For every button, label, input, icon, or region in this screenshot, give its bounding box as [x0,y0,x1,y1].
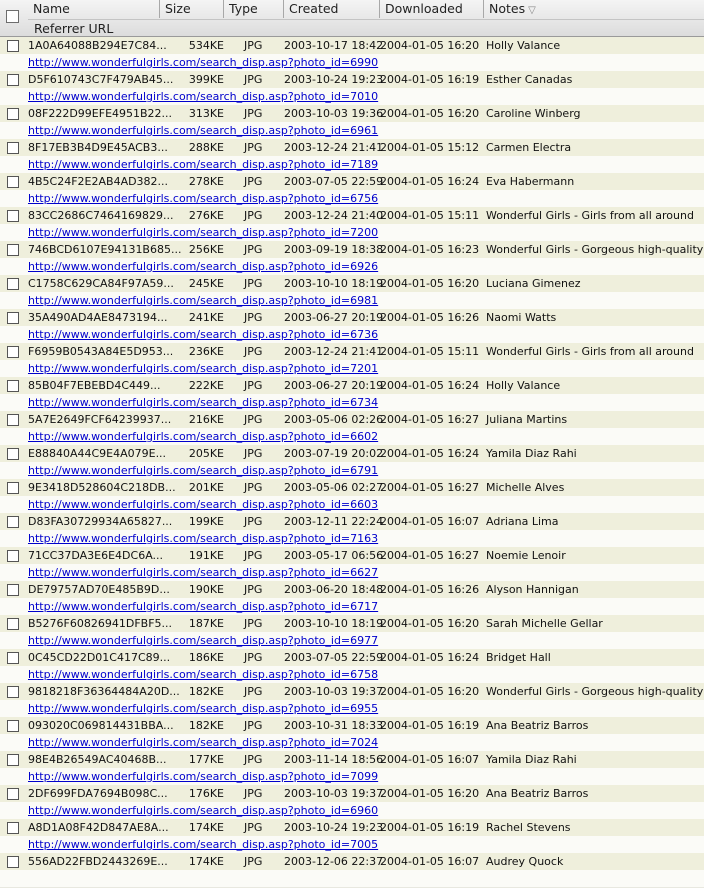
column-header-referrer-url[interactable]: Referrer URL [28,19,704,37]
row-checkbox[interactable] [7,822,19,834]
row-checkbox[interactable] [7,856,19,868]
notes-text: Yamila Diaz Rahi [486,447,577,460]
file-size: 182KE [188,719,224,732]
file-type: JPG [244,447,263,460]
referrer-row [0,394,704,412]
file-size: 245KE [188,277,224,290]
file-size: 222KE [188,379,224,392]
notes-text: Adriana Lima [486,515,559,528]
created-date: 2003-10-17 18:42 [284,39,384,52]
file-name: 2DF699FDA7694B098C... [28,787,168,800]
row-checkbox[interactable] [7,584,19,596]
file-row[interactable] [0,649,704,666]
file-type: JPG [244,481,263,494]
created-date: 2003-05-17 06:56 [284,549,384,562]
file-size: 190KE [188,583,224,596]
table-row[interactable] [0,785,704,819]
created-date: 2003-07-05 22:59 [284,651,384,664]
file-row[interactable] [0,377,704,394]
file-type: JPG [244,685,263,698]
file-size: 288KE [188,141,224,154]
column-header [0,0,704,37]
file-type: JPG [244,413,263,426]
referrer-row [0,598,704,616]
downloaded-date: 2004-01-05 16:20 [380,39,480,52]
referrer-row [0,462,704,480]
file-type: JPG [244,821,263,834]
referrer-row [0,224,704,242]
file-type: JPG [244,277,263,290]
file-name: 0C45CD22D01C417C89... [28,651,171,664]
file-row[interactable] [0,71,704,88]
referrer-url-link[interactable]: http://www.wonderfulgirls.com/search_disp.asp?photo_id=6736 [28,328,379,341]
created-date: 2003-10-24 19:23 [284,821,384,834]
file-name: D5F610743C7F479AB45... [28,73,174,86]
notes-text: Wonderful Girls - Girls from all around [486,209,694,222]
referrer-url-link[interactable]: http://www.wonderfulgirls.com/search_disp.asp?photo_id=6990 [28,56,379,69]
file-type: JPG [244,311,263,324]
table-row[interactable] [0,547,704,581]
file-type: JPG [244,243,263,256]
downloaded-date: 2004-01-05 16:26 [380,583,480,596]
referrer-url-link[interactable]: http://www.wonderfulgirls.com/search_disp.asp?photo_id=7189 [28,158,379,171]
notes-text: Wonderful Girls - Gorgeous high-quality [486,685,704,698]
downloaded-date: 2004-01-05 16:20 [380,107,480,120]
created-date: 2003-10-10 18:19 [284,617,384,630]
table-row[interactable] [0,377,704,411]
downloaded-date: 2004-01-05 15:11 [380,345,480,358]
column-header-downloaded[interactable]: Downloaded [380,0,484,18]
file-type: JPG [244,175,263,188]
file-size: 201KE [188,481,224,494]
downloaded-date: 2004-01-05 16:24 [380,651,480,664]
created-date: 2003-10-31 18:33 [284,719,384,732]
file-row[interactable] [0,581,704,598]
file-row[interactable] [0,105,704,122]
downloaded-date: 2004-01-05 16:27 [380,413,480,426]
created-date: 2003-12-24 21:40 [284,209,384,222]
row-checkbox[interactable] [7,176,19,188]
file-row[interactable] [0,751,704,768]
file-row[interactable] [0,139,704,156]
file-size: 399KE [188,73,224,86]
referrer-row [0,802,704,820]
created-date: 2003-05-06 02:26 [284,413,384,426]
file-type: JPG [244,379,263,392]
file-type: JPG [244,107,263,120]
column-header-type[interactable]: Type [224,0,284,18]
file-row[interactable] [0,479,704,496]
file-name: 5A7E2649FCF64239937... [28,413,172,426]
downloaded-date: 2004-01-05 16:20 [380,787,480,800]
notes-text: Michelle Alves [486,481,565,494]
row-checkbox[interactable] [7,244,19,256]
row-checkbox[interactable] [7,652,19,664]
notes-text: Eva Habermann [486,175,575,188]
referrer-url-link[interactable]: http://www.wonderfulgirls.com/search_disp.asp?photo_id=6734 [28,396,379,409]
file-row[interactable] [0,853,704,870]
column-header-created[interactable]: Created [284,0,380,18]
file-row[interactable] [0,513,704,530]
downloaded-date: 2004-01-05 16:27 [380,481,480,494]
referrer-url-link[interactable]: http://www.wonderfulgirls.com/search_disp.asp?photo_id=6926 [28,260,379,273]
table-row[interactable] [0,139,704,173]
file-name: 9818218F36364484A20D... [28,685,180,698]
downloaded-date: 2004-01-05 16:19 [380,719,480,732]
file-name: 8F17EB3B4D9E45ACB3... [28,141,168,154]
notes-text: Ana Beatriz Barros [486,787,589,800]
downloaded-date: 2004-01-05 16:20 [380,277,480,290]
referrer-row [0,700,704,718]
row-checkbox[interactable] [7,40,19,52]
row-checkbox[interactable] [7,448,19,460]
file-size: 187KE [188,617,224,630]
referrer-url-link[interactable]: http://www.wonderfulgirls.com/search_disp.asp?photo_id=6977 [28,634,379,647]
table-row[interactable] [0,71,704,105]
notes-text: Wonderful Girls - Gorgeous high-quality [486,243,704,256]
referrer-row [0,836,704,854]
file-row[interactable] [0,309,704,326]
row-checkbox[interactable] [7,346,19,358]
file-type: JPG [244,549,263,562]
table-row[interactable] [0,479,704,513]
referrer-url-link[interactable]: http://www.wonderfulgirls.com/search_disp.asp?photo_id=7005 [28,838,379,851]
file-name: DE79757AD70E485B9D... [28,583,170,596]
table-row[interactable] [0,683,704,717]
notes-text: Audrey Quock [486,855,564,868]
notes-text: Rachel Stevens [486,821,571,834]
table-row[interactable] [0,241,704,275]
file-type: JPG [244,73,263,86]
file-type: JPG [244,345,263,358]
created-date: 2003-12-24 21:41 [284,141,384,154]
referrer-row [0,156,704,174]
referrer-row [0,292,704,310]
file-size: 177KE [188,753,224,766]
table-row[interactable] [0,853,704,887]
row-checkbox[interactable] [7,210,19,222]
row-checkbox[interactable] [7,278,19,290]
downloaded-date: 2004-01-05 16:27 [380,549,480,562]
file-name: F6959B0543A84E5D953... [28,345,174,358]
referrer-row [0,768,704,786]
file-size: 176KE [188,787,224,800]
row-checkbox[interactable] [7,312,19,324]
row-checkbox[interactable] [7,754,19,766]
file-type: JPG [244,651,263,664]
referrer-url-link[interactable]: http://www.wonderfulgirls.com/search_disp.asp?photo_id=7200 [28,226,379,239]
notes-text: Carmen Electra [486,141,572,154]
created-date: 2003-06-27 20:19 [284,379,384,392]
downloaded-date: 2004-01-05 16:19 [380,73,480,86]
file-name: 093020C069814431BBA... [28,719,174,732]
file-name: 1A0A64088B294E7C84... [28,39,167,52]
referrer-row [0,428,704,446]
downloaded-date: 2004-01-05 16:20 [380,617,480,630]
row-checkbox[interactable] [7,788,19,800]
table-row[interactable] [0,819,704,853]
notes-text: Alyson Hannigan [486,583,579,596]
notes-text: Luciana Gimenez [486,277,581,290]
file-type: JPG [244,753,263,766]
referrer-url-link[interactable]: http://www.wonderfulgirls.com/search_disp.asp?photo_id=6960 [28,804,379,817]
row-checkbox[interactable] [7,550,19,562]
referrer-row [0,326,704,344]
table-row[interactable] [0,615,704,649]
referrer-row [0,258,704,276]
row-checkbox[interactable] [7,482,19,494]
downloaded-date: 2004-01-05 16:20 [380,685,480,698]
file-name: 35A490AD4AE8473194... [28,311,168,324]
referrer-url-link[interactable]: http://www.wonderfulgirls.com/search_disp.asp?photo_id=6603 [28,498,379,511]
notes-text: Ana Beatriz Barros [486,719,589,732]
table-row[interactable] [0,309,704,343]
file-row[interactable] [0,411,704,428]
file-size: 236KE [188,345,224,358]
table-row[interactable] [0,105,704,139]
table-row[interactable] [0,513,704,547]
file-name: E88840A44C9E4A079E... [28,447,167,460]
referrer-url-link[interactable]: http://www.wonderfulgirls.com/search_disp.asp?photo_id=6756 [28,192,379,205]
created-date: 2003-10-03 19:37 [284,787,384,800]
created-date: 2003-07-19 20:02 [284,447,384,460]
column-header-name[interactable]: Name [28,0,160,18]
downloaded-date: 2004-01-05 16:23 [380,243,480,256]
downloaded-date: 2004-01-05 16:24 [380,379,480,392]
file-type: JPG [244,141,263,154]
created-date: 2003-10-03 19:36 [284,107,384,120]
notes-text: Bridget Hall [486,651,551,664]
referrer-row [0,360,704,378]
downloaded-date: 2004-01-05 16:24 [380,175,480,188]
referrer-row [0,54,704,72]
file-name: 98E4B26549AC40468B... [28,753,167,766]
created-date: 2003-06-27 20:19 [284,311,384,324]
file-row[interactable] [0,37,704,54]
file-row[interactable] [0,615,704,632]
referrer-url-link[interactable]: http://www.wonderfulgirls.com/search_disp.asp?photo_id=6717 [28,600,379,613]
file-size: 534KE [188,39,224,52]
file-size: 205KE [188,447,224,460]
file-type: JPG [244,209,263,222]
file-size: 199KE [188,515,224,528]
file-name: 08F222D99EFE4951B22... [28,107,173,120]
file-row[interactable] [0,173,704,190]
file-list [0,37,704,887]
notes-text: Sarah Michelle Gellar [486,617,603,630]
referrer-url-link[interactable]: http://www.wonderfulgirls.com/search_disp.asp?photo_id=6955 [28,702,379,715]
file-size: 276KE [188,209,224,222]
referrer-url-link[interactable]: http://www.wonderfulgirls.com/search_disp.asp?photo_id=7024 [28,736,379,749]
file-row[interactable] [0,275,704,292]
created-date: 2003-10-10 18:19 [284,277,384,290]
file-size: 191KE [188,549,224,562]
downloaded-date: 2004-01-05 15:12 [380,141,480,154]
created-date: 2003-09-19 18:38 [284,243,384,256]
column-header-notes[interactable]: Notes ▽ [489,1,536,16]
referrer-url-link[interactable]: http://www.wonderfulgirls.com/search_disp.asp?photo_id=7099 [28,770,379,783]
table-row[interactable] [0,173,704,207]
file-size: 313KE [188,107,224,120]
created-date: 2003-11-14 18:56 [284,753,384,766]
downloaded-date: 2004-01-05 16:24 [380,447,480,460]
referrer-url-link[interactable]: http://www.wonderfulgirls.com/search_disp.asp?photo_id=7201 [28,362,379,375]
notes-text: Naomi Watts [486,311,557,324]
file-name: A8D1A08F42D847AE8A... [28,821,169,834]
row-checkbox[interactable] [7,618,19,630]
file-row[interactable] [0,241,704,258]
referrer-url-link[interactable] [28,870,628,887]
notes-text: Holly Valance [486,39,561,52]
file-row[interactable] [0,785,704,802]
referrer-row [0,564,704,582]
table-row[interactable] [0,207,704,241]
referrer-row [0,530,704,548]
file-size: 256KE [188,243,224,256]
table-row[interactable] [0,751,704,785]
created-date: 2003-10-03 19:37 [284,685,384,698]
notes-text: Esther Canadas [486,73,573,86]
referrer-row [0,632,704,650]
referrer-url-link[interactable]: http://www.wonderfulgirls.com/search_disp.asp?photo_id=6602 [28,430,379,443]
file-name: 83CC2686C7464169829... [28,209,174,222]
referrer-row [0,122,704,140]
row-checkbox[interactable] [7,142,19,154]
file-name: C1758C629CA84F97A59... [28,277,174,290]
select-all-checkbox[interactable] [6,10,19,23]
created-date: 2003-12-24 21:41 [284,345,384,358]
notes-text: Holly Valance [486,379,561,392]
file-type: JPG [244,515,263,528]
referrer-url-link[interactable]: http://www.wonderfulgirls.com/search_disp.asp?photo_id=6981 [28,294,379,307]
row-checkbox[interactable] [7,380,19,392]
downloaded-date: 2004-01-05 16:07 [380,515,480,528]
row-checkbox[interactable] [7,74,19,86]
file-type: JPG [244,617,263,630]
row-checkbox[interactable] [7,720,19,732]
file-size: 216KE [188,413,224,426]
referrer-url-link[interactable]: http://www.wonderfulgirls.com/search_disp.asp?photo_id=7163 [28,532,379,545]
file-type: JPG [244,719,263,732]
downloaded-date: 2004-01-05 16:19 [380,821,480,834]
table-row[interactable] [0,275,704,309]
notes-text: Juliana Martins [486,413,568,426]
referrer-row [0,734,704,752]
referrer-row [0,190,704,208]
file-row[interactable] [0,343,704,360]
referrer-row [0,666,704,684]
created-date: 2003-10-24 19:23 [284,73,384,86]
file-type: JPG [244,39,263,52]
notes-text: Noemie Lenoir [486,549,566,562]
created-date: 2003-07-05 22:59 [284,175,384,188]
table-row[interactable] [0,37,704,71]
file-type: JPG [244,583,263,596]
table-row[interactable] [0,649,704,683]
notes-text: Caroline Winberg [486,107,581,120]
table-row[interactable] [0,717,704,751]
downloaded-date: 2004-01-05 16:26 [380,311,480,324]
downloaded-date: 2004-01-05 15:11 [380,209,480,222]
referrer-url-link[interactable]: http://www.wonderfulgirls.com/search_disp.asp?photo_id=6627 [28,566,379,579]
file-row[interactable] [0,717,704,734]
created-date: 2003-12-06 22:37 [284,855,384,868]
referrer-url-link[interactable]: http://www.wonderfulgirls.com/search_disp.asp?photo_id=6791 [28,464,379,477]
file-size: 182KE [188,685,224,698]
row-checkbox[interactable] [7,516,19,528]
table-row[interactable] [0,411,704,445]
referrer-url-link[interactable]: http://www.wonderfulgirls.com/search_disp.asp?photo_id=6758 [28,668,379,681]
file-name: 9E3418D528604C218DB... [28,481,176,494]
notes-text: Yamila Diaz Rahi [486,753,577,766]
file-name: 746BCD6107E94131B685... [28,243,182,256]
column-header-size[interactable]: Size [160,0,224,18]
file-name: B5276F60826941DFBF5... [28,617,173,630]
created-date: 2003-05-06 02:27 [284,481,384,494]
created-date: 2003-06-20 18:48 [284,583,384,596]
file-size: 278KE [188,175,224,188]
file-size: 174KE [188,855,224,868]
file-name: 556AD22FBD2443269E... [28,855,168,868]
referrer-row [0,88,704,106]
file-row[interactable] [0,683,704,700]
file-row[interactable] [0,207,704,224]
file-type: JPG [244,787,263,800]
file-size: 186KE [188,651,224,664]
file-row[interactable] [0,445,704,462]
referrer-url-link[interactable]: http://www.wonderfulgirls.com/search_disp.asp?photo_id=7010 [28,90,379,103]
row-checkbox[interactable] [7,108,19,120]
row-checkbox[interactable] [7,414,19,426]
file-type: JPG [244,855,263,868]
downloaded-date: 2004-01-05 16:07 [380,753,480,766]
file-name: 71CC37DA3E6E4DC6A... [28,549,164,562]
table-row[interactable] [0,445,704,479]
row-checkbox[interactable] [7,686,19,698]
file-name: D83FA30729934A65827... [28,515,173,528]
file-row[interactable] [0,547,704,564]
created-date: 2003-12-11 22:24 [284,515,384,528]
file-row[interactable] [0,819,704,836]
sort-descending-icon: ▽ [528,5,536,16]
referrer-row [0,870,704,888]
file-size: 241KE [188,311,224,324]
file-name: 85B04F7EBEBD4C449... [28,379,161,392]
file-name: 4B5C24F2E2AB4AD382... [28,175,169,188]
referrer-row [0,496,704,514]
table-row[interactable] [0,343,704,377]
notes-text: Wonderful Girls - Girls from all around [486,345,694,358]
downloaded-date: 2004-01-05 16:07 [380,855,480,868]
file-size: 174KE [188,821,224,834]
referrer-url-link[interactable]: http://www.wonderfulgirls.com/search_disp.asp?photo_id=6961 [28,124,379,137]
table-row[interactable] [0,581,704,615]
